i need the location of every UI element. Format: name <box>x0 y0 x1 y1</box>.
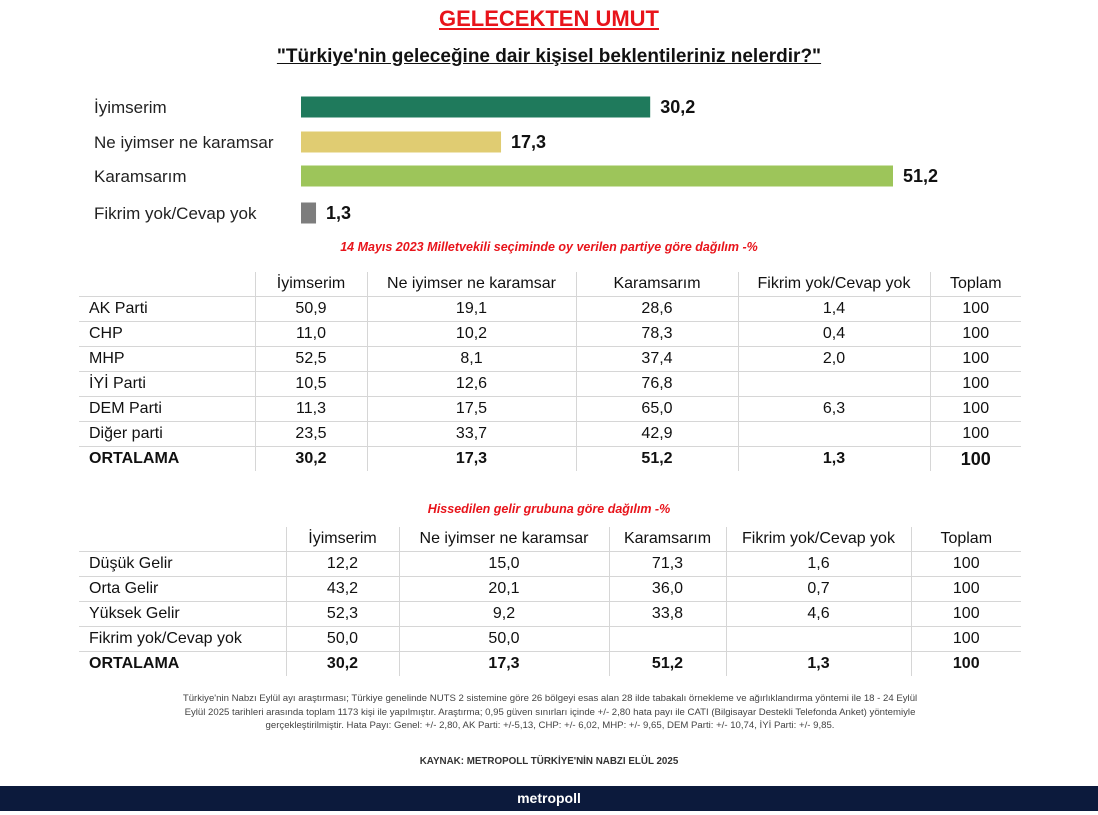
methodology-note <box>70 692 1030 733</box>
table-cell: 12,2 <box>286 552 399 577</box>
table-cell: 1,6 <box>726 552 911 577</box>
header-cell: Karamsarım <box>609 527 726 552</box>
table-row <box>79 577 1021 602</box>
table-row <box>79 322 1021 347</box>
table-cell: 100 <box>911 627 1021 652</box>
table-cell: 50,0 <box>286 627 399 652</box>
methodology-line: Türkiye'nin Nabzı Eylül ayı araştırması; Türkiye genelinde NUTS 2 sistemine göre 26 bölgeyi esas alan 28 ilde tabakalı örnekleme ve ağırlıklandırma yöntemi ile 18 - 24 Eylül <box>182 693 918 704</box>
table-row <box>79 372 1021 397</box>
table-cell: 76,8 <box>576 372 738 397</box>
table-cell <box>738 422 930 447</box>
methodology-line: Eylül 2025 tarihleri arasında toplam 1173 kişi ile yapılmıştır. Araştırma; 0,95 güven sınırları içinde +/- 2,80 hata payı ile CATI (Bilgisayar Destekli Telefonda Anket) yöntemiyle <box>184 706 916 718</box>
table-cell: 100 <box>911 602 1021 627</box>
table-cell: 11,3 <box>255 397 367 422</box>
table-row <box>79 397 1021 422</box>
row-label: Yüksek Gelir <box>79 602 286 627</box>
row-label: DEM Parti <box>79 397 255 422</box>
table-cell: 100 <box>960 449 991 469</box>
table-row <box>79 297 1021 322</box>
table-cell: 2,0 <box>738 347 930 372</box>
table-cell: 51,2 <box>609 652 726 677</box>
row-label: AK Parti <box>79 297 255 322</box>
table-cell: 20,1 <box>399 577 609 602</box>
table-cell: 50,0 <box>399 627 609 652</box>
table-cell: 65,0 <box>576 397 738 422</box>
table-cell: 33,8 <box>609 602 726 627</box>
brand-logo-text: metropoll <box>517 790 581 806</box>
methodology-line: gerçekleştirilmiştir. Hata Payı: Genel: +/- 2,80, AK Parti: +/-5,13, CHP: +/- 6,02, MHP: +/- 9,65, DEM Parti: +/- 10,74, İYİ Parti: +/- 9,85. <box>265 720 835 731</box>
table-cell: 50,9 <box>255 297 367 322</box>
table-cell: 36,0 <box>609 577 726 602</box>
table-row <box>79 422 1021 447</box>
table-row <box>79 347 1021 372</box>
table-cell: 100 <box>930 322 1021 347</box>
value-label: 17,3 <box>511 132 547 152</box>
value-label: 30,2 <box>660 97 696 117</box>
table-cell: 8,1 <box>367 347 576 372</box>
table-cell: 4,6 <box>726 602 911 627</box>
table-cell: 71,3 <box>609 552 726 577</box>
table-cell: 100 <box>930 297 1021 322</box>
table-cell: 42,9 <box>576 422 738 447</box>
table-cell: 100 <box>911 552 1021 577</box>
bar-chart <box>0 85 1098 235</box>
table-cell: 100 <box>930 372 1021 397</box>
table-cell: 12,6 <box>367 372 576 397</box>
header-cell <box>79 527 286 552</box>
header-cell: Fikrim yok/Cevap yok <box>738 272 930 297</box>
header-cell: İyimserim <box>286 527 399 552</box>
header-cell: Karamsarım <box>576 272 738 297</box>
table-cell: 1,3 <box>738 447 930 472</box>
party-breakdown-table <box>79 272 1021 471</box>
table-cell: 6,3 <box>738 397 930 422</box>
bar <box>301 203 316 224</box>
table-cell: 37,4 <box>576 347 738 372</box>
income-breakdown-table <box>79 527 1021 676</box>
table-cell: 10,2 <box>367 322 576 347</box>
footer-bar <box>0 786 1098 811</box>
table-cell: 30,2 <box>255 447 367 472</box>
table-cell: 1,4 <box>738 297 930 322</box>
table-cell: 17,3 <box>399 652 609 677</box>
table-cell: 51,2 <box>576 447 738 472</box>
income-table-subtitle: Hissedilen gelir grubuna göre dağılım -% <box>427 502 671 516</box>
average-row <box>79 652 1021 677</box>
table-cell: 28,6 <box>576 297 738 322</box>
table-cell: 0,4 <box>738 322 930 347</box>
table-row <box>79 552 1021 577</box>
value-label: 51,2 <box>903 166 939 186</box>
table-row <box>79 602 1021 627</box>
table-cell: 11,0 <box>255 322 367 347</box>
table-cell: 78,3 <box>576 322 738 347</box>
table-cell <box>609 627 726 652</box>
row-label: MHP <box>79 347 255 372</box>
average-row <box>79 447 1021 472</box>
category-label: Ne iyimser ne karamsar <box>94 133 274 152</box>
table-cell: 100 <box>930 347 1021 372</box>
table-cell: 1,3 <box>726 652 911 677</box>
table-cell: 100 <box>930 397 1021 422</box>
row-label: Düşük Gelir <box>79 552 286 577</box>
table-cell: 33,7 <box>367 422 576 447</box>
page-title: GELECEKTEN UMUT <box>439 6 659 31</box>
row-label: İYİ Parti <box>79 372 255 397</box>
table-cell: 19,1 <box>367 297 576 322</box>
header-cell: Fikrim yok/Cevap yok <box>726 527 911 552</box>
bar <box>301 166 893 187</box>
table-cell <box>726 627 911 652</box>
table-cell: 9,2 <box>399 602 609 627</box>
table-cell: 52,5 <box>255 347 367 372</box>
category-label: Fikrim yok/Cevap yok <box>94 204 257 223</box>
table-cell: 10,5 <box>255 372 367 397</box>
table-cell: 43,2 <box>286 577 399 602</box>
table-cell: 100 <box>911 577 1021 602</box>
header-cell: İyimserim <box>255 272 367 297</box>
row-label: CHP <box>79 322 255 347</box>
row-label: Diğer parti <box>79 422 255 447</box>
party-table-subtitle: 14 Mayıs 2023 Milletvekili seçiminde oy verilen partiye göre dağılım -% <box>340 240 758 254</box>
header-cell: Toplam <box>911 527 1021 552</box>
category-label: Karamsarım <box>94 167 187 186</box>
table-cell: 100 <box>952 655 980 672</box>
header-cell: Toplam <box>930 272 1021 297</box>
table-header-row <box>79 272 1021 297</box>
row-label: ORTALAMA <box>79 447 255 472</box>
table-cell: 23,5 <box>255 422 367 447</box>
header-cell: Ne iyimser ne karamsar <box>367 272 576 297</box>
table-cell: 17,5 <box>367 397 576 422</box>
row-label: Fikrim yok/Cevap yok <box>79 627 286 652</box>
header-cell: Ne iyimser ne karamsar <box>399 527 609 552</box>
survey-question: "Türkiye'nin geleceğine dair kişisel beklentileriniz nelerdir?" <box>276 46 822 67</box>
category-label: İyimserim <box>94 98 167 117</box>
row-label: Orta Gelir <box>79 577 286 602</box>
table-cell: 17,3 <box>367 447 576 472</box>
bar <box>301 97 650 118</box>
source-credit: KAYNAK: METROPOLL TÜRKİYE'NİN NABZI ELÜL 2025 <box>419 756 679 767</box>
table-cell <box>738 372 930 397</box>
table-cell: 15,0 <box>399 552 609 577</box>
value-label: 1,3 <box>326 203 352 223</box>
table-cell: 0,7 <box>726 577 911 602</box>
table-cell: 100 <box>930 422 1021 447</box>
table-row <box>79 627 1021 652</box>
table-cell: 30,2 <box>286 652 399 677</box>
header-cell <box>79 272 255 297</box>
table-header-row <box>79 527 1021 552</box>
row-label: ORTALAMA <box>79 652 286 677</box>
bar <box>301 132 501 153</box>
table-cell: 52,3 <box>286 602 399 627</box>
